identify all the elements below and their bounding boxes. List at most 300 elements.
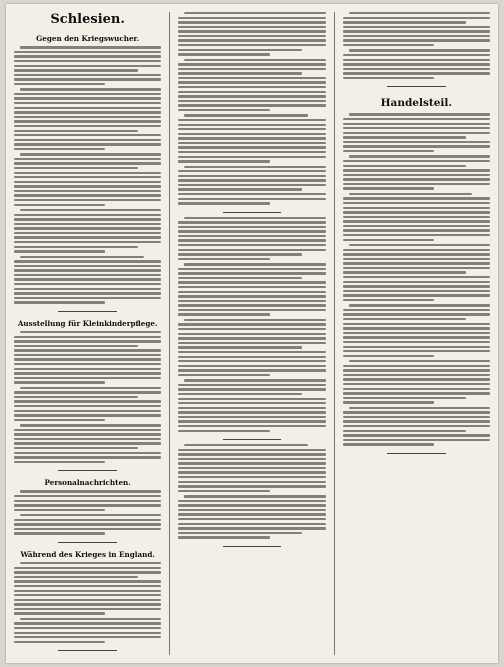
section-divider: [58, 650, 117, 651]
text-line: [14, 576, 138, 578]
text-line: [14, 377, 161, 379]
text-line: [343, 355, 434, 357]
text-line: [178, 295, 325, 297]
text-line: [14, 162, 161, 164]
text-line: [178, 481, 325, 483]
text-line: [178, 346, 302, 348]
text-line: [14, 120, 161, 122]
text-line: [343, 420, 490, 422]
text-line: [343, 313, 490, 315]
text-line: [14, 185, 161, 187]
text-line: [178, 351, 325, 353]
text-line: [343, 123, 490, 125]
text-line: [20, 153, 161, 155]
text-line: [14, 419, 105, 421]
text-line: [14, 368, 161, 370]
text-line: [14, 51, 161, 53]
text-line: [14, 172, 161, 174]
article-paragraph: [14, 209, 161, 253]
text-line: [14, 461, 105, 463]
text-line: [178, 72, 302, 74]
text-line: [343, 165, 467, 167]
text-line: [14, 391, 161, 393]
text-line: [178, 86, 325, 88]
columns: [14, 12, 490, 655]
text-line: [178, 119, 325, 121]
article-paragraph: [14, 88, 161, 150]
text-line: [178, 63, 325, 65]
text-line: [343, 197, 490, 199]
article-paragraph: [178, 59, 325, 112]
text-line: [178, 184, 325, 186]
text-line: [178, 77, 325, 79]
text-line: [178, 333, 325, 335]
text-line: [343, 369, 490, 371]
text-line: [14, 627, 161, 629]
text-line: [178, 230, 325, 232]
text-line: [14, 442, 161, 444]
text-line: [14, 580, 161, 582]
text-line: [14, 567, 161, 569]
text-line: [178, 369, 325, 371]
text-line: [178, 532, 302, 534]
text-line: [178, 68, 325, 70]
text-line: [14, 363, 161, 365]
text-line: [14, 632, 161, 634]
text-line: [343, 281, 490, 283]
article-paragraph: [343, 113, 490, 152]
text-line: [178, 411, 325, 413]
text-line: [14, 218, 161, 220]
text-line: [343, 183, 490, 185]
newspaper-page: [6, 4, 498, 663]
text-line: [14, 349, 161, 351]
text-line: [178, 360, 325, 362]
text-line: [343, 253, 490, 255]
text-line: [178, 286, 325, 288]
text-line: [14, 336, 161, 338]
article-paragraph: [14, 331, 161, 384]
text-line: [178, 53, 269, 55]
text-line: [14, 214, 161, 216]
text-line: [14, 204, 105, 206]
text-line: [14, 504, 161, 506]
text-line: [343, 258, 490, 260]
text-line: [14, 223, 161, 225]
text-line: [343, 136, 467, 138]
text-line: [343, 178, 490, 180]
text-line: [178, 365, 325, 367]
text-line: [184, 59, 325, 61]
text-line: [343, 341, 490, 343]
text-line: [178, 91, 325, 93]
column-rule: [334, 12, 335, 655]
text-line: [178, 151, 325, 153]
text-line: [14, 599, 161, 601]
text-line: [343, 234, 490, 236]
text-line: [178, 449, 325, 451]
text-line: [343, 187, 434, 189]
article-paragraph: [178, 379, 325, 432]
text-line: [178, 458, 325, 460]
text-line: [14, 358, 161, 360]
text-line: [343, 21, 467, 23]
text-line: [343, 332, 490, 334]
text-line: [178, 21, 325, 23]
text-line: [14, 301, 105, 303]
section-divider: [223, 439, 282, 440]
article-paragraph: [178, 319, 325, 376]
text-line: [178, 374, 269, 376]
text-line: [178, 35, 325, 37]
text-line: [343, 63, 490, 65]
text-line: [14, 139, 161, 141]
text-line: [178, 527, 325, 529]
text-line: [349, 360, 490, 362]
text-line: [178, 337, 325, 339]
text-line: [14, 608, 161, 610]
text-line: [184, 114, 308, 116]
text-line: [178, 425, 325, 427]
text-line: [14, 250, 105, 252]
text-line: [343, 416, 490, 418]
text-line: [14, 297, 161, 299]
text-line: [349, 113, 490, 115]
text-line: [178, 160, 269, 162]
text-line: [184, 166, 325, 168]
text-line: [178, 313, 269, 315]
text-line: [14, 603, 161, 605]
text-line: [14, 372, 161, 374]
article-paragraph: [14, 562, 161, 615]
section-heading: Ausstellung für Kleinkinderpflege.: [17, 318, 158, 328]
text-line: [14, 265, 161, 267]
text-line: [343, 169, 490, 171]
text-line: [20, 331, 161, 333]
text-line: [178, 133, 325, 135]
text-line: [343, 26, 490, 28]
article-paragraph: [343, 360, 490, 404]
text-line: [178, 342, 325, 344]
text-line: [178, 198, 325, 200]
text-line: [14, 414, 161, 416]
text-line: [14, 292, 161, 294]
text-line: [14, 381, 105, 383]
text-line: [14, 232, 161, 234]
text-line: [178, 323, 325, 325]
text-line: [178, 109, 269, 111]
text-line: [178, 104, 325, 106]
text-line: [343, 383, 490, 385]
text-line: [178, 268, 325, 270]
text-line: [178, 281, 325, 283]
text-line: [178, 226, 325, 228]
article-paragraph: [178, 495, 325, 539]
text-line: [178, 137, 325, 139]
text-line: [178, 416, 325, 418]
text-line: [20, 424, 161, 426]
article-paragraph: [14, 514, 161, 535]
text-line: [178, 179, 325, 181]
text-line: [343, 425, 490, 427]
text-line: [178, 17, 325, 19]
text-line: [178, 202, 269, 204]
text-line: [178, 291, 325, 293]
text-line: [14, 93, 161, 95]
text-line: [14, 190, 161, 192]
text-line: [343, 59, 490, 61]
text-line: [178, 221, 325, 223]
text-line: [178, 188, 302, 190]
text-line: [20, 88, 161, 90]
text-line: [343, 145, 490, 147]
text-line: [20, 514, 161, 516]
text-line: [14, 594, 161, 596]
text-line: [343, 229, 490, 231]
text-line: [178, 249, 325, 251]
text-line: [178, 407, 325, 409]
text-line: [343, 434, 490, 436]
text-line: [14, 636, 161, 638]
text-line: [184, 379, 325, 381]
text-line: [14, 452, 161, 454]
text-line: [14, 519, 161, 521]
article-paragraph: [178, 166, 325, 205]
text-line: [14, 246, 138, 248]
text-line: [343, 299, 434, 301]
text-line: [178, 235, 325, 237]
text-line: [343, 392, 490, 394]
text-line: [14, 78, 161, 80]
text-line: [343, 374, 490, 376]
text-line: [178, 156, 325, 158]
text-line: [14, 571, 161, 573]
text-line: [14, 641, 105, 643]
text-line: [14, 523, 161, 525]
article-paragraph: [343, 193, 490, 241]
text-line: [343, 207, 490, 209]
text-line: [178, 49, 302, 51]
text-line: [343, 267, 490, 269]
section-divider: [58, 470, 117, 471]
text-line: [178, 356, 325, 358]
text-line: [184, 495, 325, 497]
text-line: [343, 141, 490, 143]
section-divider: [387, 86, 446, 87]
text-line: [178, 142, 325, 144]
text-line: [178, 30, 325, 32]
section-heading: Handelsteil.: [380, 97, 453, 110]
text-line: [178, 170, 325, 172]
text-line: [178, 518, 325, 520]
text-line: [343, 285, 490, 287]
text-line: [343, 30, 490, 32]
text-line: [343, 216, 490, 218]
text-line: [343, 271, 467, 273]
text-line: [178, 277, 302, 279]
text-line: [178, 253, 302, 255]
text-line: [343, 77, 434, 79]
text-line: [343, 262, 490, 264]
text-line: [14, 143, 161, 145]
text-line: [184, 444, 308, 446]
text-line: [14, 509, 105, 511]
text-line: [178, 300, 325, 302]
text-line: [178, 504, 325, 506]
text-line: [14, 167, 138, 169]
text-line: [343, 439, 490, 441]
text-line: [343, 318, 467, 320]
article-paragraph: [14, 618, 161, 643]
text-line: [14, 134, 161, 136]
text-line: [14, 278, 161, 280]
text-line: [14, 97, 161, 99]
text-line: [343, 239, 434, 241]
text-line: [14, 69, 138, 71]
article-paragraph: [343, 407, 490, 446]
text-line: [178, 193, 325, 195]
text-line: [14, 260, 161, 262]
column-1: [14, 12, 161, 655]
text-line: [184, 263, 325, 265]
text-line: [178, 420, 325, 422]
text-line: [343, 54, 490, 56]
text-line: [343, 294, 490, 296]
text-line: [343, 346, 490, 348]
text-line: [343, 401, 434, 403]
text-line: [14, 612, 105, 614]
text-line: [178, 100, 325, 102]
text-line: [14, 111, 161, 113]
text-line: [14, 447, 138, 449]
text-line: [343, 249, 490, 251]
text-line: [14, 288, 161, 290]
text-line: [178, 239, 325, 241]
text-line: [14, 590, 161, 592]
article-paragraph: [343, 49, 490, 79]
article-paragraph: [343, 155, 490, 189]
section-heading: Personalnachrichten.: [44, 478, 131, 488]
text-line: [178, 462, 325, 464]
text-line: [178, 485, 325, 487]
section-divider: [58, 311, 117, 312]
text-line: [343, 397, 467, 399]
text-line: [349, 304, 490, 306]
text-line: [178, 471, 325, 473]
text-line: [343, 174, 490, 176]
article-paragraph: [14, 424, 161, 463]
text-line: [343, 411, 490, 413]
article-paragraph: [14, 256, 161, 304]
text-line: [178, 388, 325, 390]
text-line: [343, 327, 490, 329]
text-line: [14, 410, 161, 412]
text-line: [178, 304, 325, 306]
text-line: [14, 130, 138, 132]
text-line: [178, 124, 325, 126]
text-line: [343, 202, 490, 204]
text-line: [20, 387, 161, 389]
text-line: [14, 396, 138, 398]
text-line: [178, 453, 325, 455]
text-line: [343, 160, 490, 162]
text-line: [178, 272, 325, 274]
column-3: [343, 12, 490, 655]
text-line: [178, 81, 325, 83]
text-line: [343, 68, 490, 70]
text-line: [14, 148, 105, 150]
text-line: [343, 323, 490, 325]
section-divider: [223, 546, 282, 547]
text-line: [178, 328, 325, 330]
text-line: [343, 225, 490, 227]
article-paragraph: [343, 304, 490, 357]
text-line: [178, 430, 269, 432]
text-line: [343, 118, 490, 120]
text-line: [349, 407, 490, 409]
text-line: [178, 39, 325, 41]
text-line: [343, 132, 490, 134]
text-line: [14, 199, 161, 201]
text-line: [343, 220, 490, 222]
text-line: [14, 125, 161, 127]
text-line: [14, 405, 161, 407]
text-line: [178, 490, 269, 492]
text-line: [178, 509, 325, 511]
article-paragraph: [178, 12, 325, 56]
article-paragraph: [14, 153, 161, 206]
text-line: [14, 60, 161, 62]
section-heading: Während des Krieges in England.: [20, 549, 155, 559]
text-line: [20, 490, 161, 492]
section-heading: Gegen den Kriegswucher.: [36, 34, 140, 43]
text-line: [14, 74, 161, 76]
text-line: [343, 336, 490, 338]
text-line: [178, 500, 325, 502]
text-line: [178, 95, 325, 97]
text-line: [349, 155, 490, 157]
text-line: [178, 523, 325, 525]
text-line: [20, 562, 161, 564]
text-line: [178, 536, 269, 538]
text-line: [343, 350, 490, 352]
text-line: [14, 400, 161, 402]
text-line: [178, 26, 325, 28]
text-line: [14, 227, 161, 229]
text-line: [14, 495, 161, 497]
section-divider: [223, 212, 282, 213]
text-line: [178, 467, 325, 469]
text-line: [20, 256, 144, 258]
text-line: [14, 345, 138, 347]
text-line: [349, 193, 473, 195]
text-line: [14, 65, 161, 67]
text-line: [343, 72, 490, 74]
text-line: [178, 398, 325, 400]
article-paragraph: [14, 490, 161, 511]
text-line: [343, 309, 490, 311]
text-line: [178, 393, 302, 395]
text-line: [178, 384, 325, 386]
text-line: [343, 290, 490, 292]
text-line: [184, 319, 325, 321]
article-paragraph: [178, 217, 325, 261]
text-line: [14, 269, 161, 271]
text-line: [14, 500, 161, 502]
article-paragraph: [343, 244, 490, 301]
article-paragraph: [343, 12, 490, 46]
text-line: [178, 128, 325, 130]
